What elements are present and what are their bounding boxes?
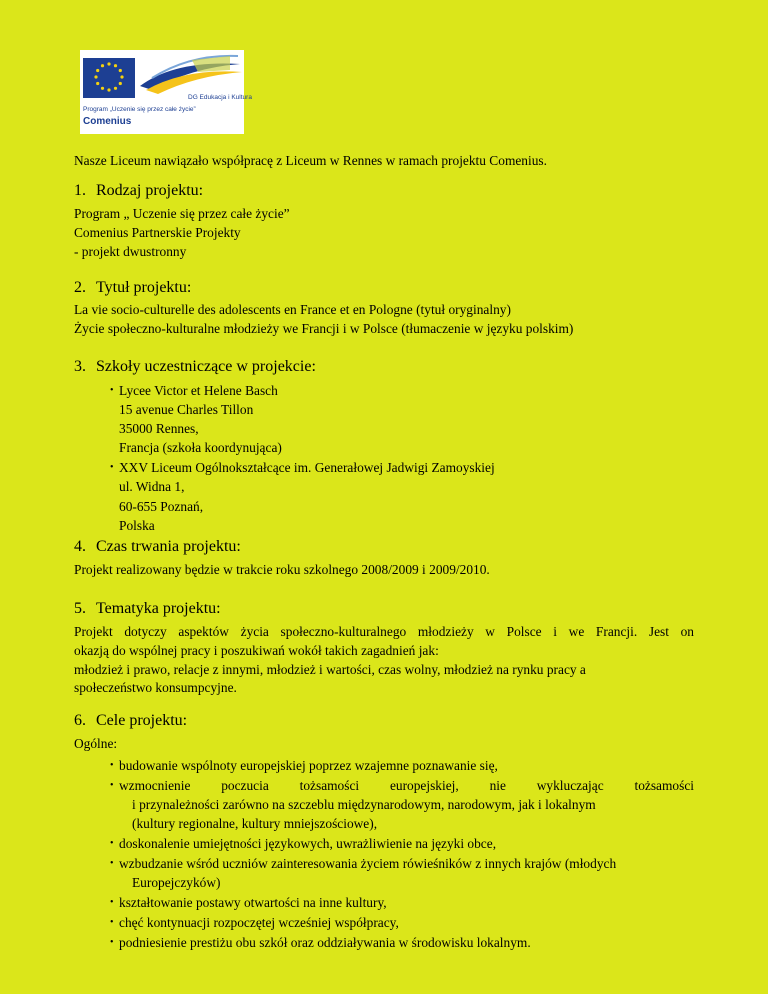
school-2-line: Polska	[119, 518, 155, 533]
intro-text: Nasze Liceum nawiązało współpracę z Liceum w Rennes w ramach projektu Comenius.	[74, 153, 547, 168]
section-2-heading	[74, 278, 191, 298]
section-5-heading	[74, 599, 221, 619]
school-1-name: • Lycee Victor et Helene Basch	[119, 381, 278, 400]
section-title: Czas trwania projektu:	[96, 538, 241, 555]
s2-line: La vie socio-culturelle des adolescents en France et en Pologne (tytuł oryginalny)	[74, 302, 511, 317]
school-2-name: • XXV Liceum Ogólnokształcące im. Generałowej Jadwigi Zamoyskiej	[119, 458, 495, 477]
section-title: Szkoły uczestniczące w projekcie:	[96, 358, 316, 375]
s6-subheading: Ogólne:	[74, 736, 118, 751]
school-1-line: Francja (szkoła koordynująca)	[119, 440, 282, 455]
goal-item-cont: i przynależności zarówno na szczeblu międzynarodowym, narodowym, jak i lokalnym	[132, 797, 596, 812]
s5-paragraph-line: Projekt dotyczy aspektów życia społeczno-kulturalnego młodzieży w Polsce i we Francji. Jest on	[74, 624, 694, 639]
s5-paragraph-line: społeczeństwo konsumpcyjne.	[74, 680, 237, 695]
s1-line: Program „ Uczenie się przez całe życie”	[74, 206, 290, 221]
goal-item: • podniesienie prestiżu obu szkół oraz oddziaływania w środowisku lokalnym.	[119, 933, 531, 952]
section-title: Rodzaj projektu:	[96, 182, 204, 199]
dg-label: DG Edukacja i Kultura	[188, 94, 252, 101]
goal-item: • wzmocnienie poczucia tożsamości europejskiej, nie wykluczając tożsamości	[119, 776, 694, 795]
s1-line: Comenius Partnerskie Projekty	[74, 225, 241, 240]
s5-paragraph-line: okazją do wspólnej pracy i poszukiwań wokół takich zagadnień jak:	[74, 643, 439, 658]
goal-item: • budowanie wspólnoty europejskiej poprzez wzajemne poznawanie się,	[119, 756, 498, 775]
comenius-label: Comenius	[83, 116, 132, 127]
section-title: Tematyka projektu:	[96, 600, 221, 617]
section-3-heading	[74, 357, 316, 377]
goal-item: • wzbudzanie wśród uczniów zainteresowania życiem rówieśników z innych krajów (młodych	[119, 854, 616, 873]
goal-item: • chęć kontynuacji rozpoczętej wcześniej współpracy,	[119, 913, 399, 932]
school-2-line: ul. Widna 1,	[119, 479, 185, 494]
section-1-heading	[74, 181, 203, 201]
school-1-line: 15 avenue Charles Tillon	[119, 402, 254, 417]
s5-paragraph-line: młodzież i prawo, relacje z innymi, młodzież i wartości, czas wolny, młodzież na rynku pracy a	[74, 662, 586, 677]
section-6-heading	[74, 711, 187, 731]
goal-item-cont: (kultury regionalne, kultury mniejszościowe),	[132, 816, 378, 831]
goal-item: • doskonalenie umiejętności językowych, uwrażliwienie na języki obce,	[119, 834, 496, 853]
section-number: 4.	[74, 538, 86, 555]
goal-item: • kształtowanie postawy otwartości na inne kultury,	[119, 893, 387, 912]
s1-line: - projekt dwustronny	[74, 244, 187, 259]
s4-line: Projekt realizowany będzie w trakcie roku szkolnego 2008/2009 i 2009/2010.	[74, 562, 490, 577]
section-number: 5.	[74, 600, 86, 617]
section-number: 6.	[74, 712, 86, 729]
section-title: Tytuł projektu:	[96, 279, 192, 296]
goal-item-cont: Europejczyków)	[132, 875, 221, 890]
program-label: Program „Uczenie się przez całe życie”	[83, 106, 196, 113]
school-1-line: 35000 Rennes,	[119, 421, 199, 436]
comenius-logo	[80, 50, 252, 134]
section-4-heading	[74, 537, 241, 557]
section-title: Cele projektu:	[96, 712, 188, 729]
section-number: 2.	[74, 279, 86, 296]
s2-line: Życie społeczno-kulturalne młodzieży we Francji i w Polsce (tłumaczenie w języku polskim)	[74, 321, 574, 336]
school-2-line: 60-655 Poznań,	[119, 499, 204, 514]
section-number: 3.	[74, 358, 86, 375]
section-number: 1.	[74, 182, 86, 199]
